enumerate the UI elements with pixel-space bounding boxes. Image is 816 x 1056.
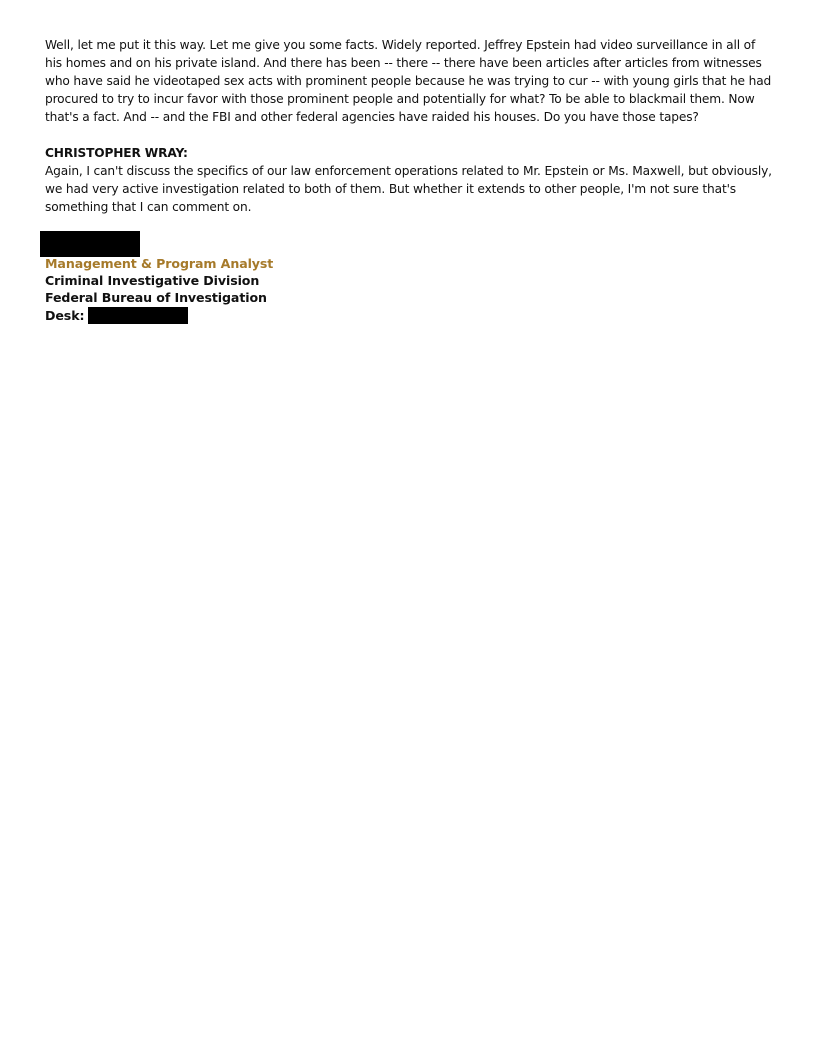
signature-division: Criminal Investigative Division: [45, 273, 260, 288]
redacted-desk-number: [88, 307, 188, 324]
signature-desk-line: [45, 307, 188, 324]
desk-label: Desk:: [45, 308, 85, 323]
speaker-name: CHRISTOPHER WRAY:: [45, 146, 188, 160]
answer-paragraph: Again, I can't discuss the specifics of our law enforcement operations related to Mr. Epstein or Ms. Maxwell, but obviously, we had very active investigation related to both of them. But whether it extends to other people, I'm not sure that's something that I can comment on.: [45, 164, 772, 214]
question-paragraph: Well, let me put it this way. Let me give you some facts. Widely reported. Jeffrey Epstein had video surveillance in all of his homes and on his private island. And there has been -- there -- there have been articles after articles from witnesses who have said he videotaped sex acts with prominent people because he was trying to cur -- with young girls that he had procured to try to incur favor with those prominent people and potentially for what? To be able to blackmail them. Now that's a fact. And -- and the FBI and other federal agencies have raided his houses. Do you have those tapes?: [45, 38, 772, 124]
redacted-name-block: [40, 231, 140, 257]
signature-agency: Federal Bureau of Investigation: [45, 290, 267, 305]
transcript-body: [45, 36, 775, 216]
signature-title: Management & Program Analyst: [45, 256, 274, 271]
